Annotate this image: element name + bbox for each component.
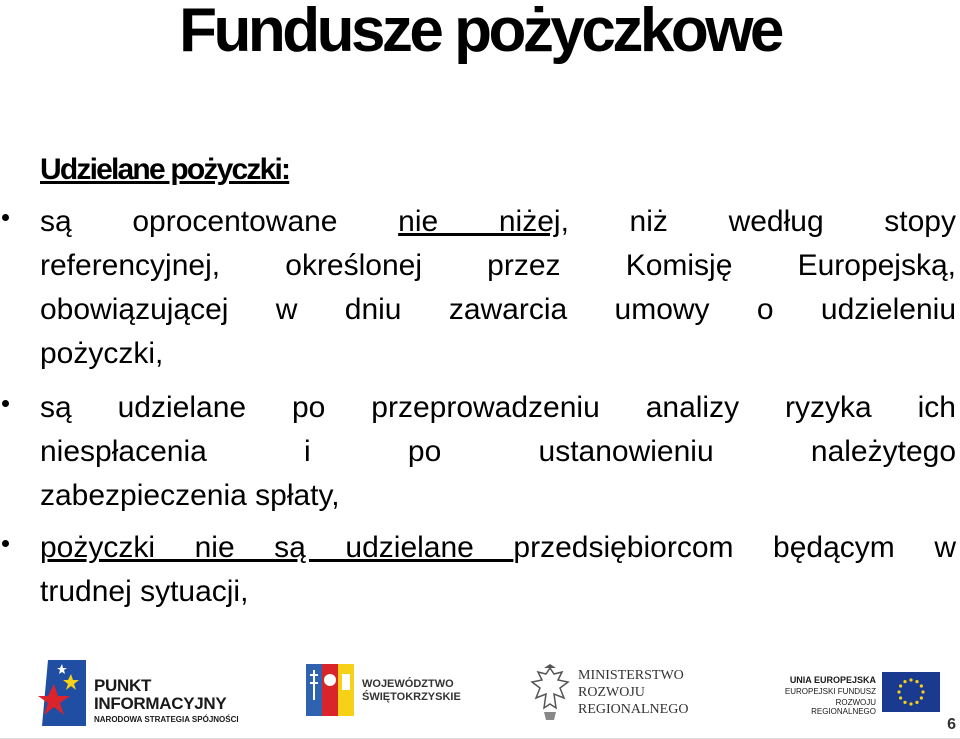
wojewodztwo-label-1: WOJEWÓDZTWO	[362, 678, 454, 690]
coat-of-arms-icon	[306, 664, 354, 716]
text-segment: obowiązującej w dniu zawarcia umowy o udzieleniu	[40, 293, 956, 326]
bullet-line	[40, 332, 956, 376]
bullet-dot	[2, 400, 9, 407]
eu-star-icon	[921, 690, 924, 693]
bullet-line	[40, 474, 956, 518]
page-number: 6	[947, 716, 956, 733]
punkt-label-1: PUNKT	[94, 676, 152, 695]
text-segment: przedsiębiorcom będącym w	[513, 531, 956, 564]
ministerstwo-logo	[528, 664, 698, 724]
text-segment: pożyczki,	[40, 337, 164, 370]
bullet-line	[40, 386, 956, 430]
text-segment: są oprocentowane	[40, 205, 399, 238]
ue-label-1: UNIA EUROPEJSKA	[789, 675, 876, 685]
eu-flag-icon	[882, 672, 940, 712]
text-segment: są udzielane po przeprowadzeniu analizy ryzyka ich	[40, 391, 956, 424]
eu-star-icon	[920, 696, 923, 699]
footer-logos	[0, 650, 960, 739]
bullet-line	[40, 244, 956, 288]
text-segment: , niż według stopy	[560, 205, 956, 238]
bullet-dot	[2, 540, 9, 547]
text-segment: trudnej sytuacji,	[40, 575, 249, 608]
text-segment-underlined: nie niżej	[398, 205, 561, 238]
ue-label-2: EUROPEJSKI FUNDUSZ	[784, 687, 876, 696]
punkt-label-2: INFORMACYJNY	[94, 694, 227, 713]
wojewodztwo-label-2: ŚWIĘTOKRZYSKIE	[362, 691, 461, 703]
unia-europejska-logo	[778, 670, 942, 718]
bullet-line	[40, 570, 956, 614]
bullet-line	[40, 430, 956, 474]
punkt-label-3: NARODOWA STRATEGIA SPÓJNOŚCI	[94, 715, 239, 724]
text-segment: referencyjnej, określonej przez Komisję Europejską,	[40, 249, 956, 282]
ue-label-3: ROZWOJU REGIONALNEGO	[811, 698, 876, 716]
section-subtitle: Udzielane pożyczki:	[40, 153, 290, 186]
eu-star-icon	[899, 684, 902, 687]
eu-star-icon	[909, 702, 912, 705]
eagle-emblem-icon	[528, 664, 572, 722]
eu-star-icon	[915, 680, 918, 683]
page-title: Fundusze pożyczkowe	[179, 0, 781, 65]
eu-star-icon	[903, 680, 906, 683]
eu-star-icon	[897, 690, 900, 693]
nss-star-icon	[38, 660, 86, 726]
bullet-line	[40, 200, 956, 244]
punkt-informacyjny-logo	[38, 658, 248, 730]
eu-star-icon	[899, 696, 902, 699]
wojewodztwo-logo	[306, 664, 466, 720]
ministerstwo-label-1: MINISTERSTWO	[578, 668, 684, 683]
eu-star-icon	[909, 678, 912, 681]
bullet-line	[40, 526, 956, 570]
text-segment: zabezpieczenia spłaty,	[40, 479, 340, 512]
bullet-dot	[2, 214, 9, 221]
ministerstwo-label-2: ROZWOJU	[578, 685, 645, 700]
ministerstwo-label-3: REGIONALNEGO	[578, 702, 689, 717]
eu-star-icon	[920, 684, 923, 687]
text-segment: niespłacenia i po ustanowieniu należytego	[40, 435, 956, 468]
eu-star-icon	[915, 701, 918, 704]
eu-star-icon	[903, 701, 906, 704]
bullet-line	[40, 288, 956, 332]
text-segment-underlined: pożyczki nie są udzielane	[40, 531, 514, 564]
